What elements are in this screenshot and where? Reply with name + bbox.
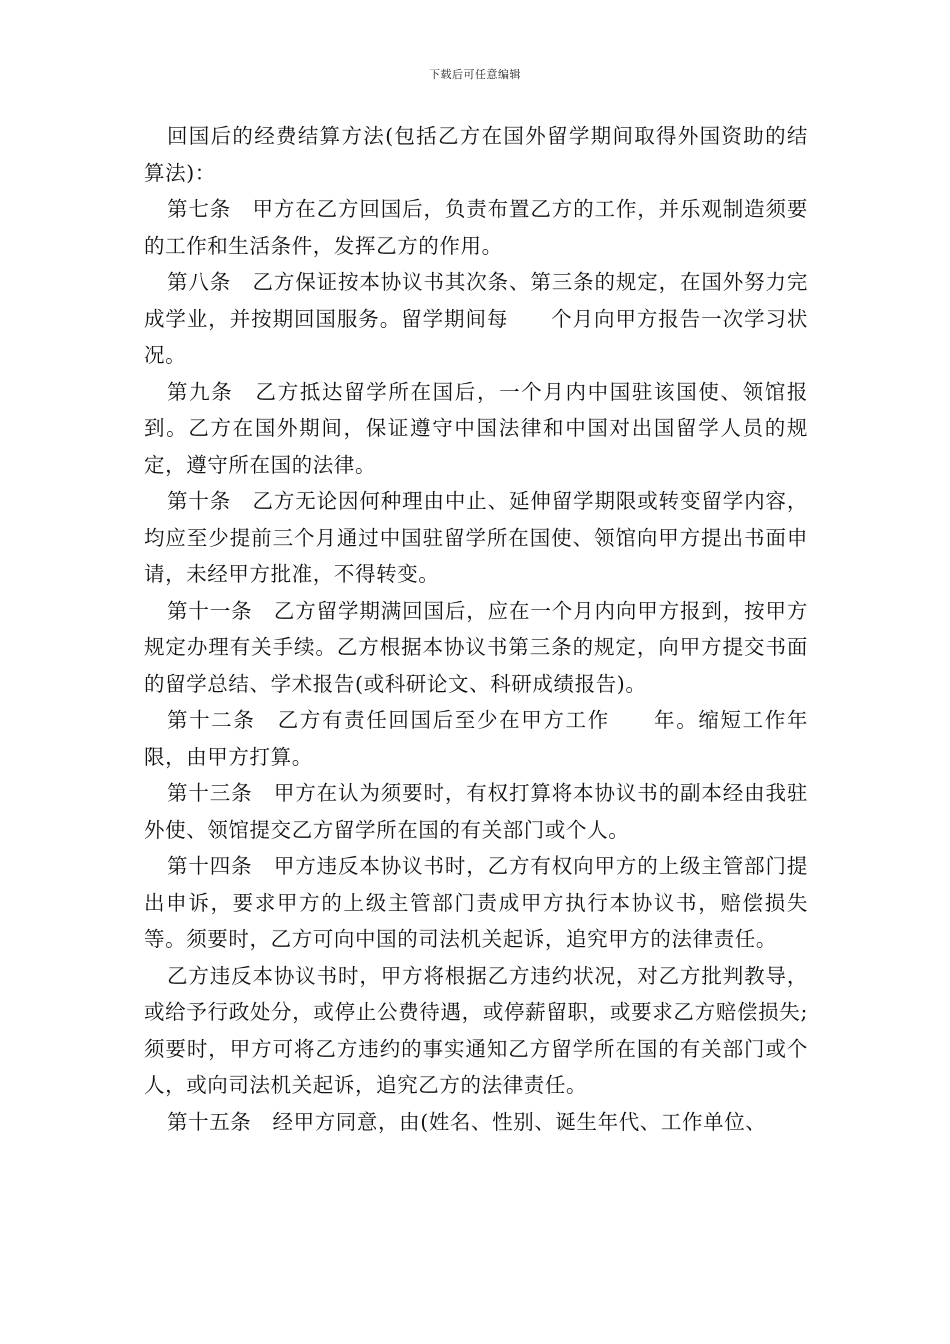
paragraph-article-10: 第十条 乙方无论因何种理由中止、延伸留学期限或转变留学内容，均应至少提前三个月通过中国驻留学所在国使、领馆向甲方提出书面申请，未经甲方批准，不得转变。 <box>144 489 808 586</box>
paragraph-article-8: 第八条 乙方保证按本协议书其次条、第三条的规定，在国外努力完成学业，并按期回国服务。留学期间每 个月向甲方报告一次学习状况。 <box>144 270 808 367</box>
document-body <box>144 118 808 1140</box>
paragraph-article-13: 第十三条 甲方在认为须要时，有权打算将本协议书的副本经由我驻外使、领馆提交乙方留学所在国的有关部门或个人。 <box>144 781 808 842</box>
paragraph-settlement: 回国后的经费结算方法(包括乙方在国外留学期间取得外国资助的结算法)： <box>144 124 808 185</box>
paragraph-article-11: 第十一条 乙方留学期满回国后，应在一个月内向甲方报到，按甲方规定办理有关手续。乙方根据本协议书第三条的规定，向甲方提交书面的留学总结、学术报告(或科研论文、科研成绩报告)。 <box>144 598 808 696</box>
page-header: 下载后可任意编辑 <box>429 68 521 81</box>
paragraph-article-7: 第七条 甲方在乙方回国后，负责布置乙方的工作，并乐观制造须要的工作和生活条件，发挥乙方的作用。 <box>144 197 808 258</box>
paragraph-article-9: 第九条 乙方抵达留学所在国后，一个月内中国驻该国使、领馆报到。乙方在国外期间，保证遵守中国法律和中国对出国留学人员的规定，遵守所在国的法律。 <box>144 379 808 477</box>
paragraph-article-12: 第十二条 乙方有责任回国后至少在甲方工作 年。缩短工作年限，由甲方打算。 <box>144 708 808 769</box>
paragraph-article-14: 第十四条 甲方违反本协议书时，乙方有权向甲方的上级主管部门提出申诉，要求甲方的上级主管部门责成甲方执行本协议书，赔偿损失等。须要时，乙方可向中国的司法机关起诉，追究甲方的法律责任。 <box>144 854 808 951</box>
paragraph-article-14-party-b: 乙方违反本协议书时，甲方将根据乙方违约状况，对乙方批判教导，或给予行政处分，或停止公费待遇，或停薪留职，或要求乙方赔偿损失;须要时，甲方可将乙方违约的事实通知乙方留学所在国的有关部门或个人，或向司法机关起诉，追究乙方的法律责任。 <box>144 963 808 1097</box>
paragraph-article-15: 第十五条 经甲方同意，由(姓名、性别、诞生年代、工作单位、 <box>167 1109 767 1134</box>
